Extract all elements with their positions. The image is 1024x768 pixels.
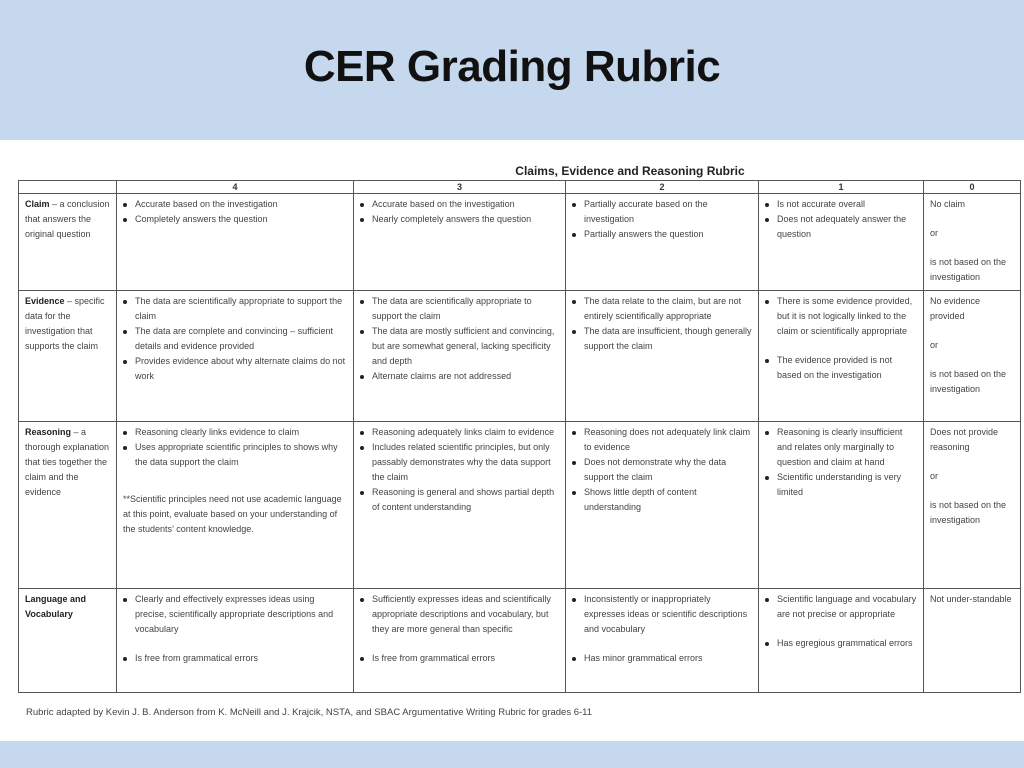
score-cell-3 xyxy=(354,194,566,291)
column-header-4: 4 xyxy=(117,181,354,194)
criterion-name: Language and Vocabulary xyxy=(25,594,87,619)
cell-text: No claim xyxy=(930,199,966,209)
score-cell-1 xyxy=(759,422,924,589)
score-cell-2 xyxy=(566,422,759,589)
cell-text: Does not provide reasoning xyxy=(930,427,999,452)
bullet-item: Does not demonstrate why the data support the claim xyxy=(572,455,752,485)
criterion-cell xyxy=(19,291,117,422)
criterion-cell xyxy=(19,589,117,693)
cell-text: or xyxy=(930,471,939,481)
bullet-item: Clearly and effectively expresses ideas using precise, scientifically appropriate descriptions and vocabulary xyxy=(123,592,347,637)
bullet-item: Has egregious grammatical errors xyxy=(765,636,917,651)
score-cell-3 xyxy=(354,589,566,693)
bullet-item: Partially accurate based on the investigation xyxy=(572,197,752,227)
header-row xyxy=(19,181,1021,194)
score-cell-2 xyxy=(566,291,759,422)
bullet-item: Scientific language and vocabulary are not precise or appropriate xyxy=(765,592,917,622)
score-cell-4 xyxy=(117,422,354,589)
bullet-item: Completely answers the question xyxy=(123,212,347,227)
bottom-band xyxy=(0,741,1024,768)
cell-text: or xyxy=(930,340,939,350)
cell-text: is not based on the investigation xyxy=(930,500,1007,525)
bullet-item: The data are mostly sufficient and convincing, but are somewhat general, lacking specificity and depth xyxy=(360,324,559,369)
bullet-item: Is free from grammatical errors xyxy=(123,651,347,666)
bullet-item: Uses appropriate scientific principles to shows why the data support the claim xyxy=(123,440,347,470)
criterion-name: Claim xyxy=(25,199,50,209)
criterion-cell xyxy=(19,422,117,589)
cell-text: is not based on the investigation xyxy=(930,257,1007,282)
score-cell-4 xyxy=(117,291,354,422)
score-cell-3 xyxy=(354,422,566,589)
cell-text: **Scientific principles need not use academic language at this point, evaluate based on your understanding of the students’ content knowledge. xyxy=(123,494,342,534)
score-cell-0 xyxy=(924,422,1021,589)
bullet-item: Sufficiently expresses ideas and scientifically appropriate descriptions and vocabulary, but they are more general than specific xyxy=(360,592,559,637)
criterion-description: – a thorough explanation that ties together the claim and the evidence xyxy=(25,427,110,497)
footer-credit: Rubric adapted by Kevin J. B. Anderson from K. McNeill and J. Krajcik, NSTA, and SBAC Argumentative Writing Rubric for grades 6-11 xyxy=(26,707,593,718)
bullet-item: Is not accurate overall xyxy=(765,197,917,212)
bullet-item: Reasoning is clearly insufficient and relates only marginally to question and claim at hand xyxy=(765,425,917,470)
score-cell-2 xyxy=(566,589,759,693)
column-header-3: 3 xyxy=(354,181,566,194)
bullet-item: The data are scientifically appropriate to support the claim xyxy=(360,294,559,324)
bullet-item: There is some evidence provided, but it is not logically linked to the claim or scientifically appropriate xyxy=(765,294,917,339)
bullet-item: Nearly completely answers the question xyxy=(360,212,559,227)
cell-text: No evidence provided xyxy=(930,296,981,321)
bullet-item: Inconsistently or inappropriately expresses ideas or scientific descriptions and vocabulary xyxy=(572,592,752,637)
bullet-item: The data relate to the claim, but are not entirely scientifically appropriate xyxy=(572,294,752,324)
column-header-1: 1 xyxy=(759,181,924,194)
column-header-0: 0 xyxy=(924,181,1021,194)
table-row xyxy=(19,589,1021,693)
bullet-item: Does not adequately answer the question xyxy=(765,212,917,242)
score-cell-1 xyxy=(759,194,924,291)
score-cell-0 xyxy=(924,291,1021,422)
column-header-2: 2 xyxy=(566,181,759,194)
bullet-item: The data are insufficient, though generally support the claim xyxy=(572,324,752,354)
slide-title: CER Grading Rubric xyxy=(303,42,721,91)
cell-text: is not based on the investigation xyxy=(930,369,1007,394)
bullet-item: Shows little depth of content understanding xyxy=(572,485,752,515)
bullet-item: Reasoning does not adequately link claim to evidence xyxy=(572,425,752,455)
score-cell-0 xyxy=(924,194,1021,291)
bullet-item: Provides evidence about why alternate claims do not work xyxy=(123,354,347,384)
bullet-item: Partially answers the question xyxy=(572,227,752,242)
cell-text: Not under-standable xyxy=(930,594,1012,604)
bullet-item: Reasoning clearly links evidence to claim xyxy=(123,425,347,440)
bullet-item: Accurate based on the investigation xyxy=(360,197,559,212)
score-cell-4 xyxy=(117,589,354,693)
score-cell-3 xyxy=(354,291,566,422)
score-cell-0 xyxy=(924,589,1021,693)
bullet-item: The data are scientifically appropriate to support the claim xyxy=(123,294,347,324)
score-cell-4 xyxy=(117,194,354,291)
bullet-item: Alternate claims are not addressed xyxy=(360,369,559,384)
bullet-item: The data are complete and convincing – sufficient details and evidence provided xyxy=(123,324,347,354)
column-header-criterion xyxy=(19,181,117,194)
criterion-name: Reasoning xyxy=(25,427,72,437)
score-cell-1 xyxy=(759,589,924,693)
table-row xyxy=(19,194,1021,291)
bullet-item: Reasoning is general and shows partial depth of content understanding xyxy=(360,485,559,515)
criterion-description: – a conclusion that answers the original question xyxy=(25,199,110,239)
cell-text: or xyxy=(930,228,939,238)
bullet-item: Reasoning adequately links claim to evidence xyxy=(360,425,559,440)
score-cell-1 xyxy=(759,291,924,422)
table-row xyxy=(19,422,1021,589)
bullet-item: Accurate based on the investigation xyxy=(123,197,347,212)
score-cell-2 xyxy=(566,194,759,291)
table-row xyxy=(19,291,1021,422)
rubric-title: Claims, Evidence and Reasoning Rubric xyxy=(515,164,745,178)
bullet-item: Scientific understanding is very limited xyxy=(765,470,917,500)
bullet-item: Is free from grammatical errors xyxy=(360,651,559,666)
bullet-item: Has minor grammatical errors xyxy=(572,651,752,666)
rubric-table xyxy=(18,180,1021,693)
bullet-item: The evidence provided is not based on the investigation xyxy=(765,353,917,383)
criterion-name: Evidence xyxy=(25,296,65,306)
bullet-item: Includes related scientific principles, but only passably demonstrates why the data support the claim xyxy=(360,440,559,485)
criterion-cell xyxy=(19,194,117,291)
criterion-description: – specific data for the investigation that supports the claim xyxy=(25,296,105,351)
